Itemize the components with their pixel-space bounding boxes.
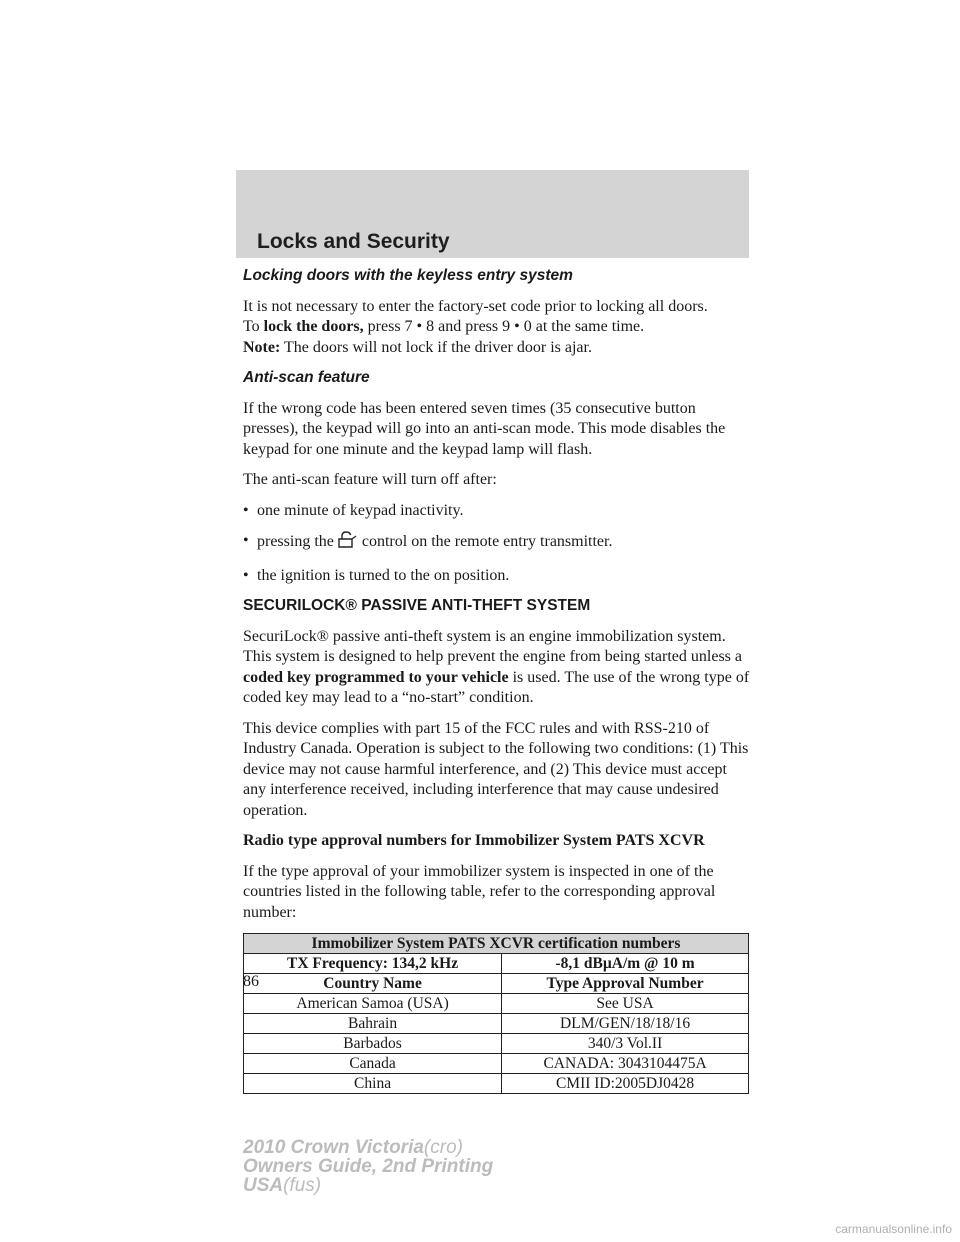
bullet-dot: • bbox=[243, 566, 249, 584]
bullet-text-post: control on the remote entry transmitter. bbox=[361, 533, 613, 550]
certification-table bbox=[243, 933, 749, 1094]
frequency-row bbox=[244, 954, 749, 974]
note-label: Note: bbox=[243, 338, 281, 356]
securilock-p1 bbox=[243, 627, 753, 709]
country-cell: American Samoa (USA) bbox=[244, 994, 502, 1014]
country-cell: Bahrain bbox=[244, 1014, 502, 1034]
number-cell: 340/3 Vol.II bbox=[502, 1034, 749, 1054]
antiscan-p1: If the wrong code has been entered seven times (35 consecutive button presses), the keypad will go into an anti-scan mode. This mode disables the keypad for one minute and the keypad lamp will flash. bbox=[243, 399, 726, 458]
antiscan-p2: The anti-scan feature will turn off after: bbox=[243, 471, 497, 488]
number-cell: CMII ID:2005DJ0428 bbox=[502, 1074, 749, 1094]
antiscan-bullets bbox=[243, 501, 753, 587]
footer-model: 2010 Crown Victoria bbox=[243, 1137, 424, 1158]
column-header-country: Country Name bbox=[244, 974, 502, 994]
footer-market: USA bbox=[243, 1175, 284, 1196]
fcc-paragraph: This device complies with part 15 of the FCC rules and with RSS-210 of Industry Canada. Operation is subject to the following two conditions: (1) This device may not cause harmful interference, and (2) This device must accept any interference received, including interference that may cause undesired operation. bbox=[243, 719, 749, 819]
bullet-dot: • bbox=[243, 501, 249, 519]
table-row bbox=[244, 1034, 749, 1054]
watermark: carmanualsonline.info bbox=[835, 1222, 952, 1236]
radio-approval-heading: Radio type approval numbers for Immobilizer System PATS XCVR bbox=[243, 832, 705, 849]
keyless-p2-post: press 7 • 8 and press 9 • 0 at the same time. bbox=[363, 318, 645, 335]
list-item bbox=[243, 531, 753, 556]
keyless-paragraph bbox=[243, 297, 753, 359]
securilock-heading: SECURILOCK® PASSIVE ANTI-THEFT SYSTEM bbox=[243, 597, 591, 614]
country-cell: Barbados bbox=[244, 1034, 502, 1054]
country-cell: Canada bbox=[244, 1054, 502, 1074]
keyless-p2-pre: To bbox=[243, 318, 264, 335]
keyless-p1: It is not necessary to enter the factory-set code prior to locking all doors. bbox=[243, 297, 708, 315]
page-number: 86 bbox=[243, 973, 259, 990]
bullet-text: one minute of keypad inactivity. bbox=[257, 501, 464, 519]
table-row bbox=[244, 1074, 749, 1094]
list-item bbox=[243, 501, 753, 522]
section-header-band bbox=[236, 170, 749, 258]
table-caption-row bbox=[244, 934, 749, 954]
number-cell: See USA bbox=[502, 994, 749, 1014]
antiscan-subhead: Anti-scan feature bbox=[243, 369, 370, 386]
keyless-p2-bold: lock the doors, bbox=[263, 318, 364, 335]
frequency-label: TX Frequency: 134,2 kHz bbox=[244, 954, 502, 974]
country-cell: China bbox=[244, 1074, 502, 1094]
section-title: Locks and Security bbox=[257, 230, 450, 253]
table-row bbox=[244, 1054, 749, 1074]
page-content bbox=[243, 266, 753, 1094]
table-caption: Immobilizer System PATS XCVR certification numbers bbox=[244, 934, 749, 954]
table-row bbox=[244, 1014, 749, 1034]
certification-table-wrap bbox=[243, 933, 753, 1094]
document-footer bbox=[243, 1138, 493, 1195]
footer-market-code: (fus) bbox=[283, 1175, 322, 1196]
frequency-value: -8,1 dBµA/m @ 10 m bbox=[502, 954, 749, 974]
approval-paragraph: If the type approval of your immobilizer system is inspected in one of the countries listed in the following table, refer to the corresponding approval number: bbox=[243, 862, 716, 921]
table-row bbox=[244, 994, 749, 1014]
unlock-icon bbox=[336, 531, 358, 556]
bullet-text-pre: pressing the bbox=[257, 533, 334, 550]
securilock-p1-pre: SecuriLock® passive anti-theft system is an engine immobilization system. This system is designed to help prevent the engine from being started unless a bbox=[243, 627, 742, 665]
number-cell: DLM/GEN/18/18/16 bbox=[502, 1014, 749, 1034]
securilock-p1-post: is used. The use of the wrong type of coded key may lead to a “no-start” condition. bbox=[243, 668, 750, 706]
list-item bbox=[243, 566, 753, 587]
number-cell: CANADA: 3043104475A bbox=[502, 1054, 749, 1074]
keyless-subhead: Locking doors with the keyless entry system bbox=[243, 267, 573, 284]
note-text: The doors will not lock if the driver door is ajar. bbox=[280, 338, 592, 356]
footer-guide: Owners Guide, 2nd Printing bbox=[243, 1156, 494, 1177]
securilock-p1-bold: coded key programmed to your vehicle bbox=[243, 668, 509, 686]
footer-model-code: (cro) bbox=[423, 1137, 463, 1158]
table-header-row bbox=[244, 974, 749, 994]
bullet-text: the ignition is turned to the on position. bbox=[257, 566, 510, 584]
bullet-dot: • bbox=[243, 532, 249, 549]
column-header-number: Type Approval Number bbox=[502, 974, 749, 994]
